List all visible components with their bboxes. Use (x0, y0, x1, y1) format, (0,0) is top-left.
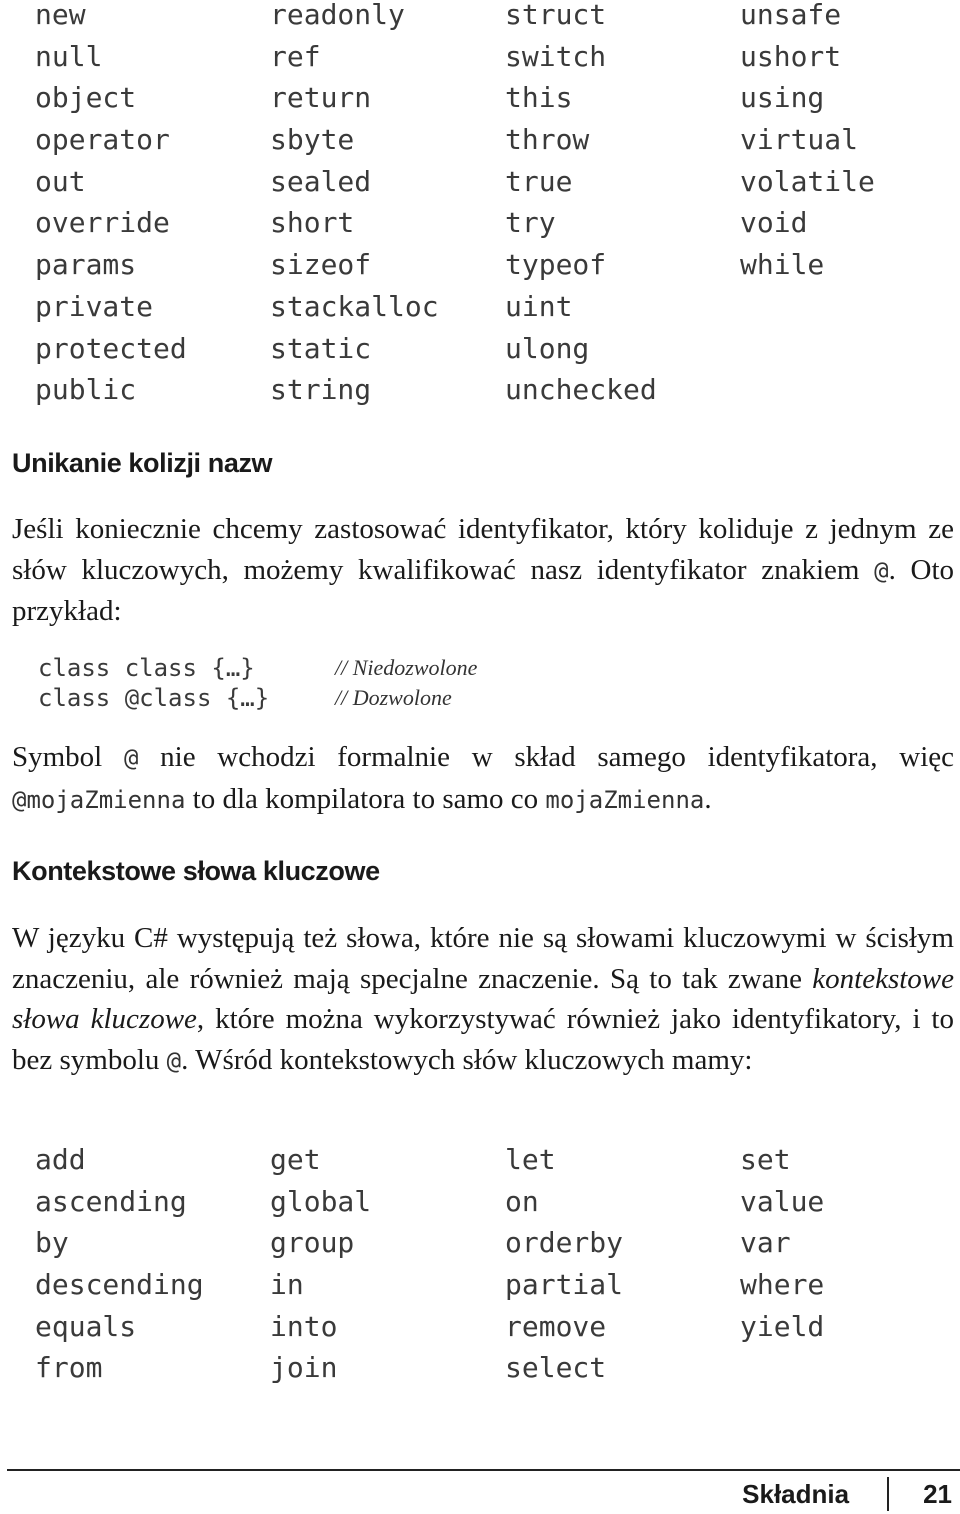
keyword-cell: get (270, 1143, 321, 1176)
code-comment: // Niedozwolone (335, 655, 478, 680)
note-text: Symbol (12, 741, 124, 773)
keyword-cell: operator (35, 123, 170, 157)
keyword-cell: void (740, 206, 808, 240)
keyword-cell: virtual (740, 123, 859, 157)
keyword-cell: struct (505, 0, 607, 31)
keyword-cell: into (270, 1309, 338, 1343)
keyword-cell: var (740, 1226, 791, 1260)
keyword-cell: yield (740, 1309, 825, 1343)
keyword-cell: sbyte (270, 123, 355, 157)
keyword-cell: sealed (270, 164, 372, 198)
keyword-cell: sizeof (270, 248, 372, 282)
keyword-cell: null (35, 39, 103, 73)
keyword-cell: let (505, 1143, 556, 1176)
keyword-cell: orderby (505, 1226, 624, 1260)
keyword-cell (740, 286, 940, 328)
keyword-cell: ulong (505, 331, 590, 365)
keyword-cell: descending (35, 1268, 204, 1302)
keyword-cell: new (35, 0, 86, 31)
collision-paragraph-tail: . Oto przykład: (12, 553, 955, 627)
code-line (38, 653, 477, 683)
keyword-cell: ascending (35, 1184, 187, 1218)
keyword-cell: try (505, 206, 556, 240)
keyword-cell: ushort (740, 39, 842, 73)
footer-separator (887, 1477, 889, 1511)
keyword-cell: remove (505, 1309, 607, 1343)
keyword-cell: group (270, 1226, 355, 1260)
keyword-cell: params (35, 248, 137, 282)
para-code: @ (166, 1046, 182, 1075)
at-symbol-note (12, 737, 954, 820)
keyword-cell: equals (35, 1309, 137, 1343)
footer-rule (7, 1469, 960, 1471)
keyword-cell: in (270, 1268, 304, 1302)
keyword-cell: override (35, 206, 170, 240)
keyword-cell: by (35, 1226, 69, 1260)
collision-paragraph (12, 509, 954, 632)
keyword-cell: stackalloc (270, 289, 439, 323)
keyword-cell: on (505, 1184, 539, 1218)
keyword-cell: using (740, 81, 825, 115)
para-text: . Wśród kontekstowych słów kluczowych mamy: (181, 1043, 753, 1076)
contextual-paragraph (12, 918, 954, 1081)
note-code: mojaZmienna (545, 785, 705, 814)
keyword-cell: private (35, 289, 154, 323)
keyword-cell: out (35, 164, 86, 198)
keyword-cell: string (270, 373, 372, 407)
keyword-cell: true (505, 164, 573, 198)
keyword-cell: protected (35, 331, 187, 365)
keyword-cell: short (270, 206, 355, 240)
section-heading-contextual-keywords: Kontekstowe słowa kluczowe (12, 856, 380, 886)
keyword-cell (740, 328, 940, 370)
keyword-cell: throw (505, 123, 590, 157)
keyword-cell: global (270, 1184, 372, 1218)
keyword-cell: join (270, 1351, 338, 1385)
note-text: . (704, 782, 712, 815)
keyword-cell: select (505, 1351, 607, 1385)
keyword-cell: return (270, 81, 372, 115)
keyword-cell: uint (505, 289, 573, 323)
keyword-cell: add (35, 1143, 86, 1176)
section-heading-name-collisions: Unikanie kolizji nazw (12, 448, 273, 478)
contextual-keywords-table (35, 1139, 940, 1389)
page-footer (742, 1474, 952, 1514)
keyword-cell: volatile (740, 164, 875, 198)
para-text: W języku C# występują też słowa, które nie są słowami kluczowymi w ścisłym znaczeniu, ale również mają specjalne znaczenie. Są to tak zwane (12, 922, 954, 995)
note-code: @ (123, 744, 139, 772)
keyword-cell: public (35, 373, 137, 407)
note-text: to dla kompilatora to samo co (185, 782, 546, 815)
page-number: 21 (923, 1478, 952, 1509)
code-text: class class {…} (38, 654, 255, 682)
keyword-cell: unchecked (505, 373, 657, 407)
keyword-cell: where (740, 1268, 825, 1302)
footer-section-title: Składnia (742, 1478, 850, 1509)
keyword-cell: set (740, 1143, 791, 1176)
keyword-cell: partial (505, 1268, 624, 1302)
keyword-cell: switch (505, 39, 607, 73)
keyword-cell: ref (270, 39, 321, 73)
collision-paragraph-text: Jeśli koniecznie chcemy zastosować identyfikator, który koliduje z jednym ze słów kluczowych, możemy kwalifikować nasz identyfikator znakiem (12, 513, 954, 586)
code-text: class @class {…} (38, 684, 270, 712)
keyword-cell (740, 369, 940, 411)
keyword-cell: from (35, 1351, 103, 1385)
keyword-cell: readonly (270, 0, 405, 31)
at-symbol-code: @ (874, 556, 889, 585)
note-text: nie wchodzi formalnie w skład samego identyfikatora, więc (138, 741, 954, 773)
keyword-cell: static (270, 331, 372, 365)
keyword-cell: object (35, 81, 137, 115)
code-example (38, 653, 477, 713)
keyword-cell: this (505, 81, 573, 115)
keyword-cell: while (740, 248, 825, 282)
keyword-cell: typeof (505, 248, 607, 282)
note-code: @mojaZmienna (12, 785, 186, 814)
para-emphasis: kontekstowe słowa kluczowe (12, 962, 954, 1035)
keyword-cell (740, 1347, 940, 1389)
reserved-keywords-table (35, 0, 940, 411)
code-comment: // Dozwolone (335, 685, 452, 710)
code-line (38, 683, 477, 713)
keyword-cell: unsafe (740, 0, 842, 31)
keyword-cell: value (740, 1184, 825, 1218)
para-text: , które można wykorzystywać również jako identyfikatory, i to bez symbolu (12, 1003, 954, 1076)
